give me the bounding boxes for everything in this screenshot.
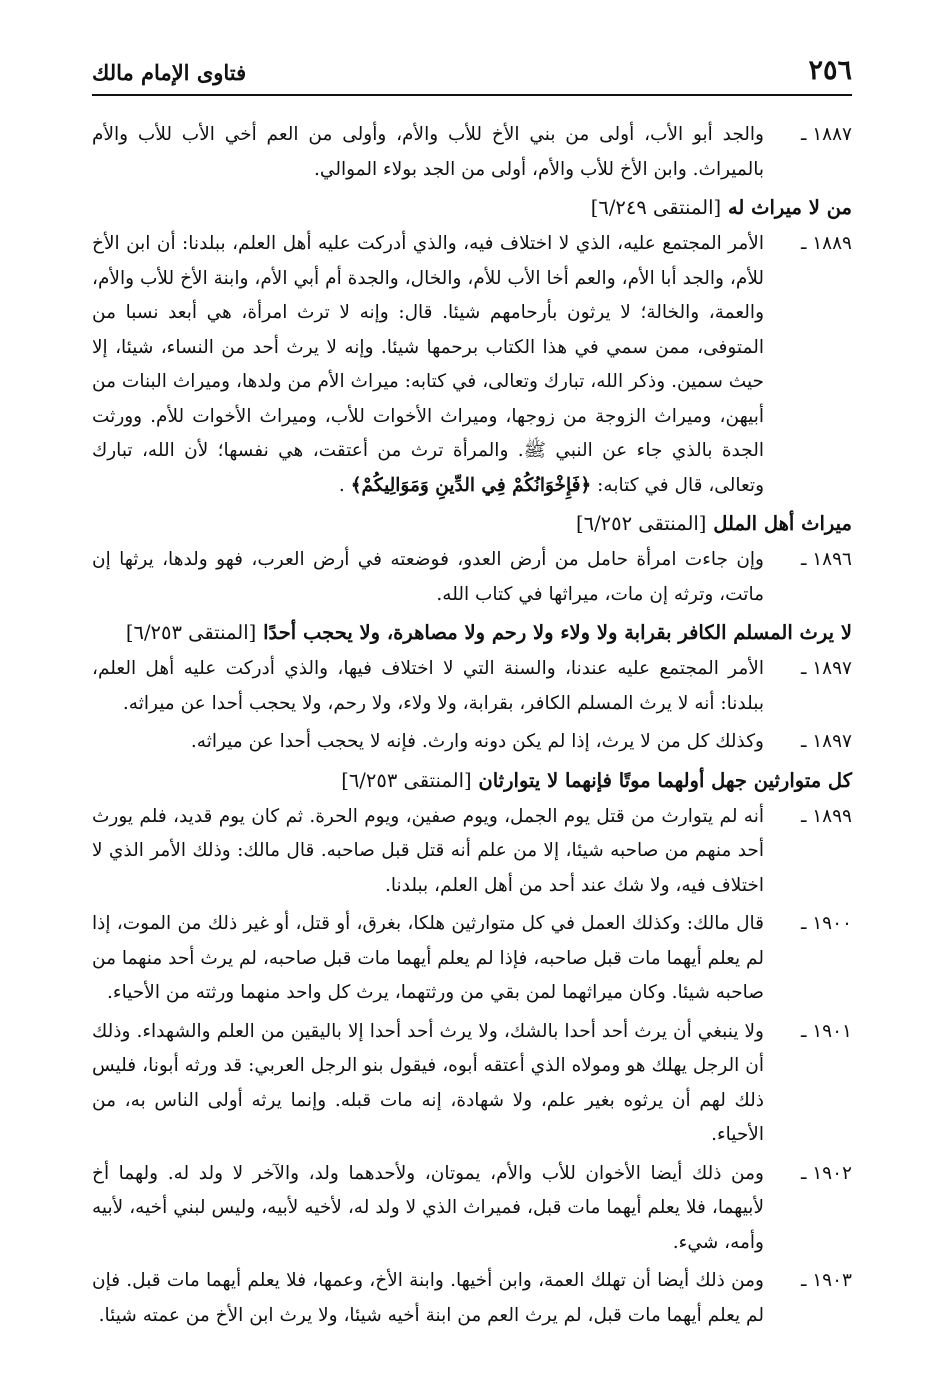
paragraph-text: ومن ذلك أيضا الأخوان للأب والأم، يموتان، ولأحدهما ولد، والآخر لا ولد له. ولهما أخ لأبيهما، فلا يعلم أيهما مات قبل، فميراث الذي لا ولد له، لأخيه لأبيه، وليس لبني أخيه، لأبيه وأمه، شيء. xyxy=(92,1162,764,1253)
section-heading xyxy=(92,764,852,798)
paragraph-tail: . xyxy=(338,474,345,496)
paragraph-text: الأمر المجتمع عليه عندنا، والسنة التي لا اختلاف فيها، والذي أدركت عليه أهل العلم، ببلدنا: أنه لا يرث المسلم الكافر، بقرابة، ولا ولاء، ولا رحم، ولا يحجب أحدا عن ميراثه. xyxy=(92,658,764,714)
running-header xyxy=(92,52,852,96)
paragraph-number: ١٩٠٣ ـ xyxy=(800,1270,852,1291)
paragraph-text: وكذلك كل من لا يرث، إذا لم يكن دونه وارث. فإنه لا يحجب أحدا عن ميراثه. xyxy=(190,731,764,752)
book-title: فتاوى الإمام مالك xyxy=(92,60,247,85)
paragraph-number: ١٨٩٩ ـ xyxy=(800,805,852,827)
paragraph-text: ومن ذلك أيضا أن تهلك العمة، وابن أخيها. وابنة الأخ، وعمها، فلا يعلم أيهما مات قبل. فإن لم يعلم أيهما مات قبل، لم يرث العم من ابنة أخيه شيئا، ولا يرث ابن الأخ من عمته شيئا. xyxy=(92,1270,764,1326)
paragraph-number: ١٨٩٦ ـ xyxy=(800,549,852,570)
heading-reference: [المنتقى ٦/٢٤٩] xyxy=(590,196,722,219)
paragraph-number: ١٩٠٠ ـ xyxy=(800,913,852,934)
paragraph-number: ١٩٠٢ ـ xyxy=(800,1162,852,1184)
heading-title: ميراث أهل الملل xyxy=(713,512,852,535)
paragraph-number: ١٨٩٧ ـ xyxy=(800,658,852,679)
paragraph-number: ١٩٠١ ـ xyxy=(800,1020,852,1042)
heading-title: كل متوارثين جهل أولهما موتًا فإنهما لا يتوارثان xyxy=(478,768,852,792)
page-number: ٢٥٦ xyxy=(808,55,852,86)
paragraph-1896 xyxy=(92,543,852,612)
paragraph-1903 xyxy=(92,1264,852,1333)
paragraph-1901 xyxy=(92,1015,852,1153)
paragraph-text: ولا ينبغي أن يرث أحد أحدا بالشك، ولا يرث أحد أحدا إلا باليقين من العلم والشهداء. وذلك أن الرجل يهلك هو ومولاه الذي أعتقه أبوه، فيقول بنو الرجل العربي: قد ورثه أبونا، فليس ذلك لهم أن يرثوه بغير علم، ولا شهادة، إنه مات قبله. وإنما يرثه أولى الناس به، من الأحياء. xyxy=(92,1020,764,1145)
paragraph-1897b xyxy=(92,725,852,760)
paragraph-1889 xyxy=(92,227,852,503)
heading-title: من لا ميراث له xyxy=(727,196,852,219)
heading-reference: [المنتقى ٦/٢٥٢] xyxy=(576,512,707,535)
page-body xyxy=(92,118,852,1337)
heading-reference: [المنتقى ٦/٢٥٣] xyxy=(341,768,472,792)
heading-reference: [المنتقى ٦/٢٥٣] xyxy=(125,621,257,644)
section-heading xyxy=(92,616,852,650)
section-heading xyxy=(92,191,852,225)
paragraph-text: والجد أبو الأب، أولى من بني الأخ للأب والأم، وأولى من العم أخي الأب للأب والأم بالميراث. وابن الأخ للأب والأم، أولى من الجد بولاء الموالي. xyxy=(92,124,764,180)
paragraph-number: ١٨٩٧ ـ xyxy=(800,731,852,752)
paragraph-1902 xyxy=(92,1157,852,1261)
paragraph-1899 xyxy=(92,800,852,904)
quran-verse: ﴿فَإِخْوَانُكُمْ فِي الدِّينِ وَمَوَالِيكُمْ﴾ xyxy=(350,474,592,496)
paragraph-1887a xyxy=(92,118,852,187)
paragraph-text: وإن جاءت امرأة حامل من أرض العدو، فوضعته في أرض العرب، فهو ولدها، يرثها إن ماتت، وترثه إن مات، ميراثها في كتاب الله. xyxy=(92,549,764,605)
paragraph-1900 xyxy=(92,907,852,1011)
section-heading xyxy=(92,507,852,541)
paragraph-text: قال مالك: وكذلك العمل في كل متوارثين هلكا، بغرق، أو قتل، أو غير ذلك من الموت، إذا لم يعلم أيهما مات قبل صاحبه، فإذا لم يعلم أيهما مات قبل صاحبه، لم يرث أحد منهما من صاحبه شيئا. وكان ميراثهما لمن بقي من ورثتهما، يرث كل واحد منهما ورثته من الأحياء. xyxy=(92,913,764,1003)
paragraph-text: أنه لم يتوارث من قتل يوم الجمل، ويوم صفين، ويوم الحرة. ثم كان يوم قديد، فلم يورث أحد منهم من صاحبه شيئا، إلا من علم أنه قتل قبل صاحبه. قال مالك: وذلك الأمر الذي لا اختلاف فيه، ولا شك عند أحد من أهل العلم، ببلدنا. xyxy=(92,805,764,896)
paragraph-text: الأمر المجتمع عليه، الذي لا اختلاف فيه، والذي أدركت عليه أهل العلم، ببلدنا: أن ابن الأخ للأم، والجد أبا الأم، والعم أخا الأب للأم، والخال، والجدة أم أبي الأم، وابنة الأخ للأب والأم، والعمة، والخالة؛ لا يرثون بأرحامهم شيئا. قال: وإنه لا ترث امرأة، هي أبعد نسبا من المتوفى، ممن سمي في هذا الكتاب برحمها شيئا. وإنه لا يرث أحد من النساء، شيئا، إلا حيث سمين. وذكر الله، تبارك وتعالى، في كتابه: ميراث الأم من ولدها، وميراث البنات من أبيهن، وميراث الزوجة من زوجها، وميراث الأخوات للأب، وميراث الأخوات للأم. وورثت الجدة بالذي جاء عن النبي ﷺ. والمرأة ترث من أعتقت، هي نفسها؛ لأن الله، تبارك وتعالى، قال في كتابه: xyxy=(92,233,764,496)
paragraph-number: ١٨٨٩ ـ xyxy=(800,233,852,254)
paragraph-number: ١٨٨٧ ـ xyxy=(800,124,852,145)
heading-title: لا يرث المسلم الكافر بقرابة ولا ولاء ولا رحم ولا مصاهرة، ولا يحجب أحدًا xyxy=(263,621,852,644)
paragraph-1897a xyxy=(92,652,852,721)
